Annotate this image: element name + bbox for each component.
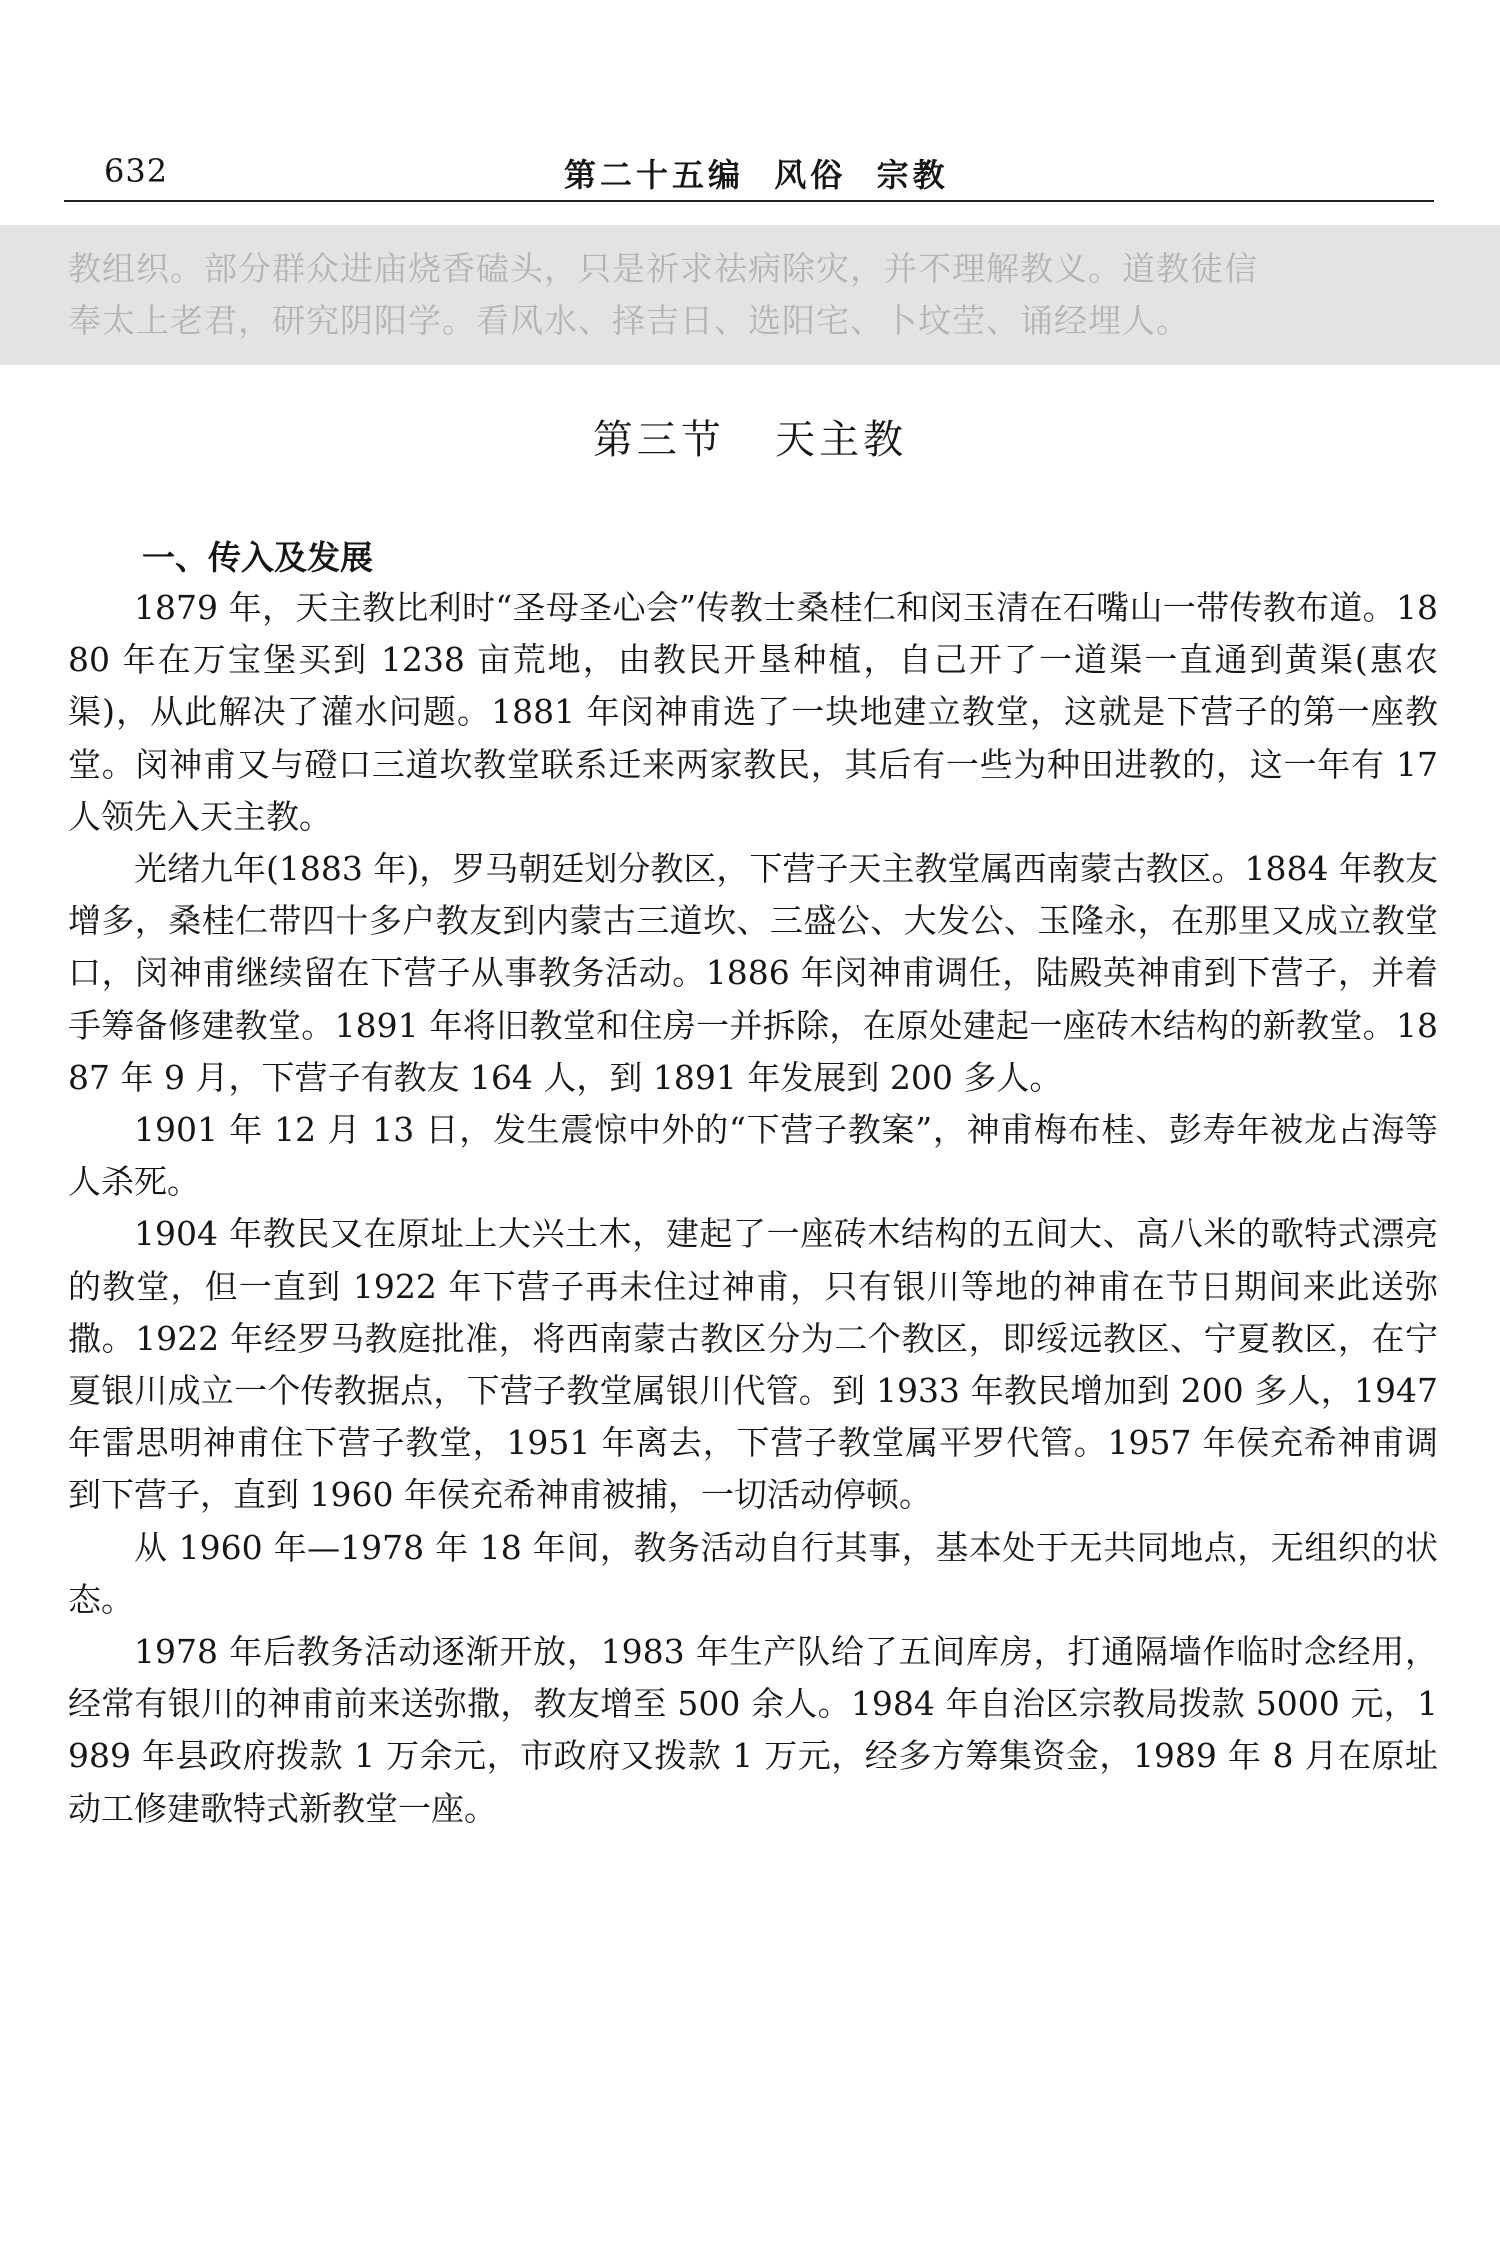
paragraph: 光绪九年(1883 年)，罗马朝廷划分教区，下营子天主教堂属西南蒙古教区。1884 年教友增多，桑桂仁带四十多户教友到内蒙古三道坎、三盛公、大发公、玉隆永，在那里又成立教堂口，闵神甫继续留在下营子从事教务活动。1886 年闵神甫调任，陆殿英神甫到下营子，并着手筹备修建教堂。1891 年将旧教堂和住房一并拆除，在原处建起一座砖木结构的新教堂。1887 年 9 月，下营子有教友 164 人，到 1891 年发展到 200 多人。	[68, 849, 1438, 1097]
paragraph: 1978 年后教务活动逐渐开放，1983 年生产队给了五间库房，打通隔墙作临时念经用，经常有银川的神甫前来送弥撒，教友增至 500 余人。1984 年自治区宗教局拨款 5000 元，1989 年县政府拨款 1 万余元，市政府又拨款 1 万元，经多方筹集资金，1989 年 8 月在原址动工修建歌特式新教堂一座。	[68, 1632, 1438, 1828]
carryover-line: 奉太上老君，研究阴阳学。看风水、择吉日、选阳宅、卜坟茔、诵经埋人。	[68, 301, 1190, 340]
paragraph: 1901 年 12 月 13 日，发生震惊中外的“下营子教案”，神甫梅布桂、彭寿年被龙占海等人杀死。	[68, 1110, 1438, 1202]
subsection-heading: 一、传入及发展	[142, 538, 373, 577]
paragraph: 从 1960 年—1978 年 18 年间，教务活动自行其事，基本处于无共同地点，无组织的状态。	[68, 1527, 1438, 1619]
carryover-line: 教组织。部分群众进庙烧香磕头，只是祈求祛病除灾，并不理解教义。道教徒信	[68, 249, 1258, 288]
page-number: 632	[104, 152, 169, 190]
paragraph: 1904 年教民又在原址上大兴土木，建起了一座砖木结构的五间大、高八米的歌特式漂亮的教堂，但一直到 1922 年下营子再未住过神甫，只有银川等地的神甫在节日期间来此送弥撒。1922 年经罗马教庭批准，将西南蒙古教区分为二个教区，即绥远教区、宁夏教区，在宁夏银川成立一个传教据点，下营子教堂属银川代管。到 1933 年教民增加到 200 多人，1947 年雷思明神甫住下营子教堂，1951 年离去，下营子教堂属平罗代管。1957 年侯充希神甫调到下营子，直到 1960 年侯充希神甫被捕，一切活动停顿。	[68, 1214, 1438, 1515]
carryover-text-band	[0, 225, 1500, 365]
running-title: 第二十五编 风俗 宗教	[564, 156, 949, 194]
paragraph: 1879 年，天主教比利时“圣母圣心会”传教士桑桂仁和闵玉清在石嘴山一带传教布道。1880 年在万宝堡买到 1238 亩荒地，由教民开垦种植，自己开了一道渠一直通到黄渠(惠农渠)，从此解决了灌水问题。1881 年闵神甫选了一块地建立教堂，这就是下营子的第一座教堂。闵神甫又与磴口三道坎教堂联系迁来两家教民，其后有一些为种田进教的，这一年有 17 人领先入天主教。	[68, 588, 1438, 836]
section-title: 第三节 天主教	[592, 417, 908, 463]
body-text	[68, 582, 1438, 1835]
page-header	[64, 138, 1434, 202]
